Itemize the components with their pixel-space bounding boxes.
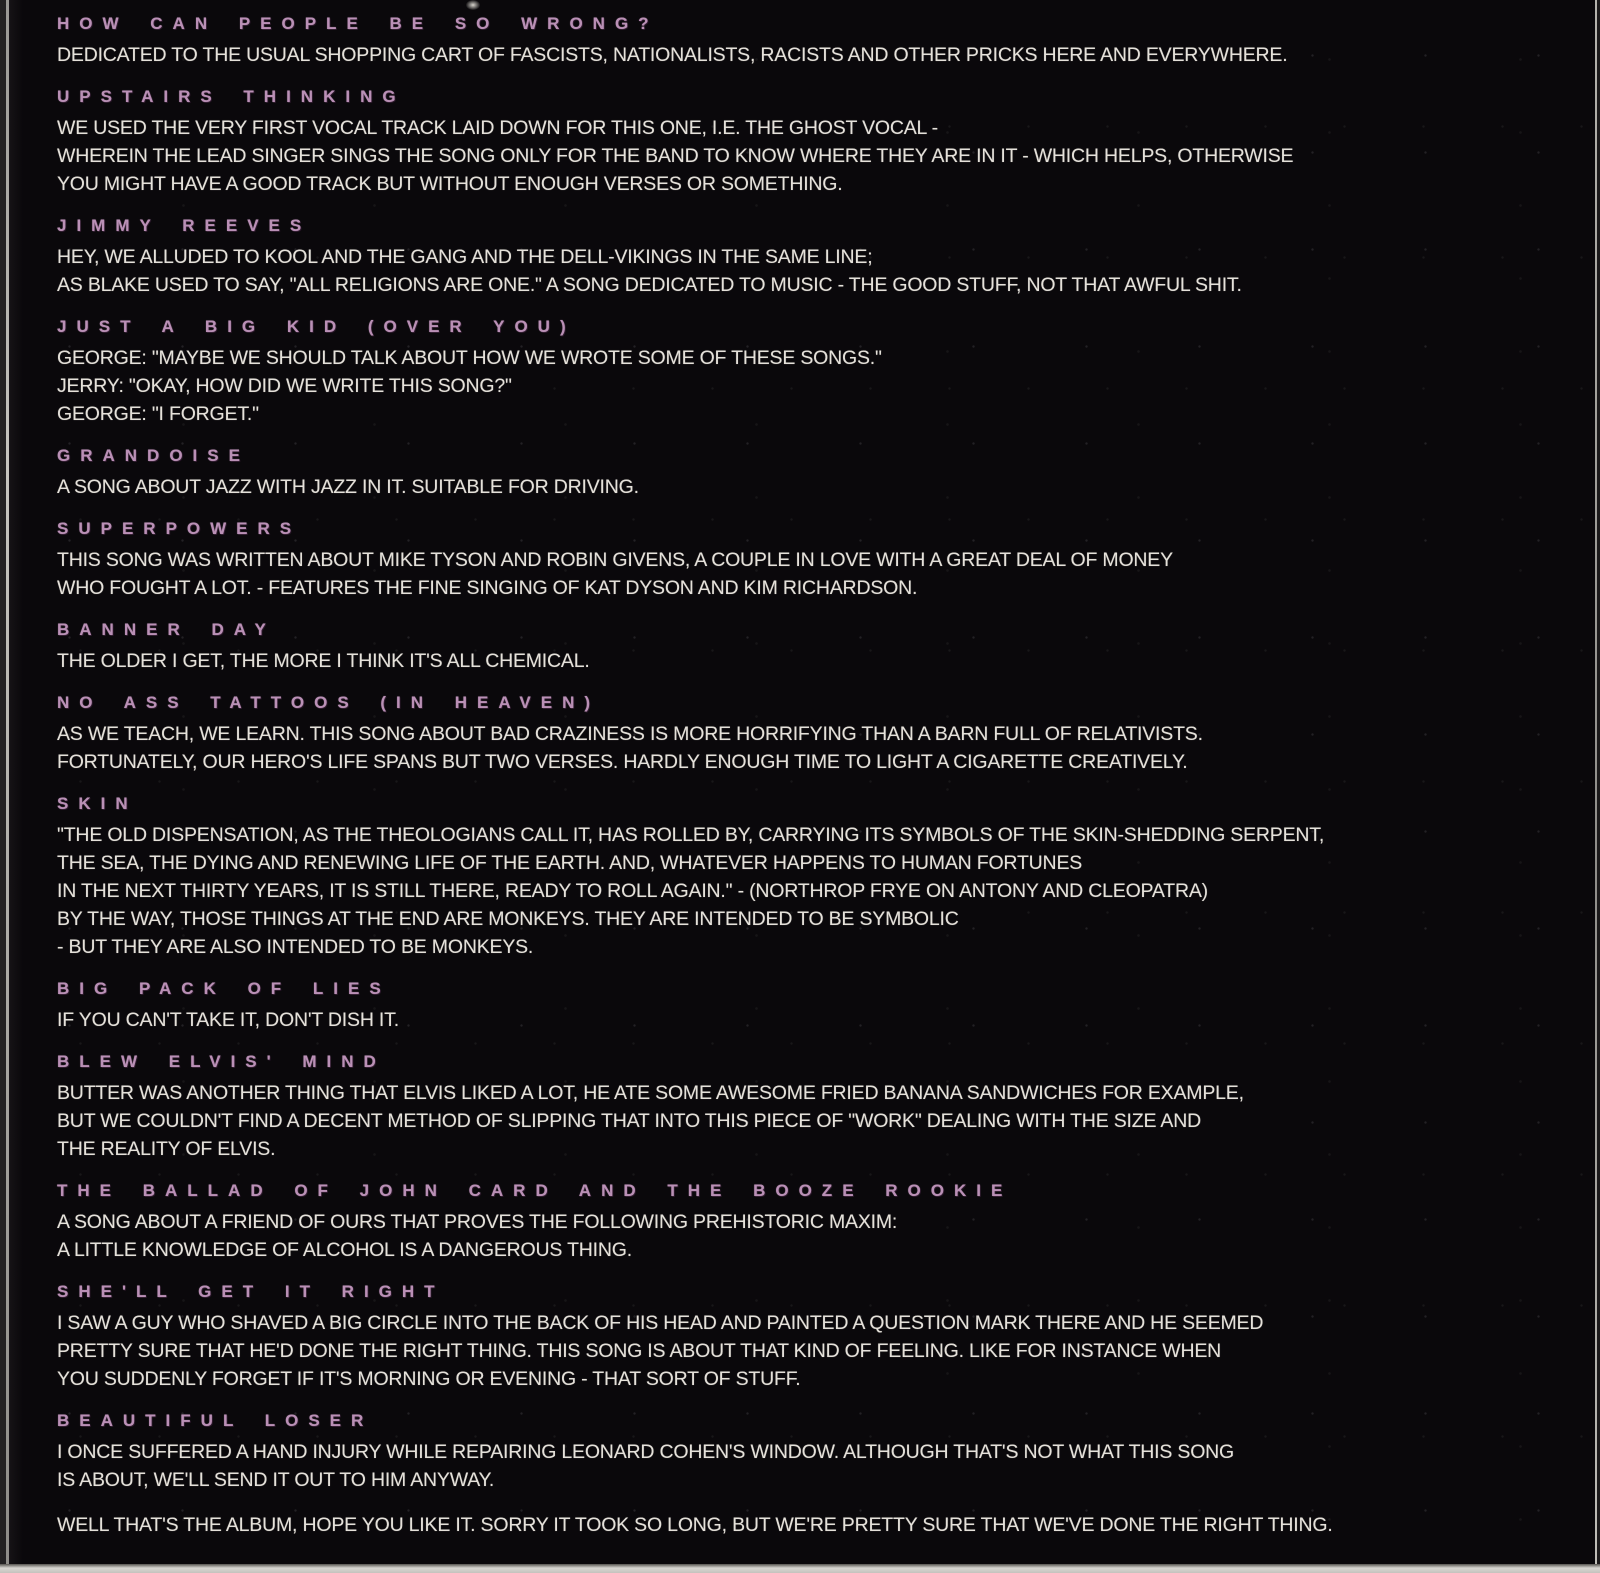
track-title: SHE'LL GET IT RIGHT [57, 1282, 445, 1301]
track-note-line: IS ABOUT, WE'LL SEND IT OUT TO HIM ANYWAY. [57, 1469, 495, 1491]
closing-remark: WELL THAT'S THE ALBUM, HOPE YOU LIKE IT. SORRY IT TOOK SO LONG, BUT WE'RE PRETTY SURE THAT WE'VE DONE THE RIGHT THING. [57, 1514, 1333, 1536]
track-title: JUST A BIG KID (OVER YOU) [57, 317, 576, 336]
track-section [57, 1408, 1580, 1494]
track-note-line: WHEREIN THE LEAD SINGER SINGS THE SONG ONLY FOR THE BAND TO KNOW WHERE THEY ARE IN IT - WHICH HELPS, OTHERWISE [57, 145, 1294, 167]
track-note-line: PRETTY SURE THAT HE'D DONE THE RIGHT THING. THIS SONG IS ABOUT THAT KIND OF FEELING. LIKE FOR INSTANCE WHEN [57, 1340, 1222, 1362]
track-note-line: BY THE WAY, THOSE THINGS AT THE END ARE MONKEYS. THEY ARE INTENDED TO BE SYMBOLIC [57, 908, 959, 930]
track-title: GRANDOISE [57, 446, 250, 465]
track-title: BANNER DAY [57, 620, 276, 639]
track-note-line: YOU SUDDENLY FORGET IF IT'S MORNING OR EVENING - THAT SORT OF STUFF. [57, 1368, 801, 1390]
track-title: BEAUTIFUL LOSER [57, 1411, 374, 1430]
track-note-line: AS WE TEACH, WE LEARN. THIS SONG ABOUT BAD CRAZINESS IS MORE HORRIFYING THAN A BARN FULL OF RELATIVISTS. [57, 723, 1203, 745]
scan-dust-speck [466, 0, 480, 10]
track-note-line: I SAW A GUY WHO SHAVED A BIG CIRCLE INTO THE BACK OF HIS HEAD AND PAINTED A QUESTION MARK THERE AND HE SEEMED [57, 1312, 1264, 1334]
track-note-line: BUT WE COULDN'T FIND A DECENT METHOD OF SLIPPING THAT INTO THIS PIECE OF "WORK" DEALING WITH THE SIZE AND [57, 1110, 1201, 1132]
track-note-line: IF YOU CAN'T TAKE IT, DON'T DISH IT. [57, 1009, 399, 1031]
track-note-line: WHO FOUGHT A LOT. - FEATURES THE FINE SINGING OF KAT DYSON AND KIM RICHARDSON. [57, 577, 918, 599]
track-note-line: GEORGE: "MAYBE WE SHOULD TALK ABOUT HOW WE WROTE SOME OF THESE SONGS." [57, 347, 882, 369]
track-section [57, 976, 1580, 1034]
track-note-line: I ONCE SUFFERED A HAND INJURY WHILE REPAIRING LEONARD COHEN'S WINDOW. ALTHOUGH THAT'S NOT WHAT THIS SONG [57, 1441, 1235, 1463]
track-note-line: THIS SONG WAS WRITTEN ABOUT MIKE TYSON AND ROBIN GIVENS, A COUPLE IN LOVE WITH A GREAT DEAL OF MONEY [57, 549, 1173, 571]
scan-edge-left-shadow [9, 0, 23, 1573]
track-section [57, 617, 1580, 675]
track-section [57, 791, 1580, 961]
track-title: HOW CAN PEOPLE BE SO WRONG? [57, 14, 659, 33]
scan-edge-left-line [6, 0, 9, 1573]
track-section [57, 1049, 1580, 1163]
track-note-line: A LITTLE KNOWLEDGE OF ALCOHOL IS A DANGEROUS THING. [57, 1239, 632, 1261]
track-note-line: IN THE NEXT THIRTY YEARS, IT IS STILL THERE, READY TO ROLL AGAIN." - (NORTHROP FRYE ON ANTONY AND CLEOPATRA) [57, 880, 1208, 902]
track-note-line: - BUT THEY ARE ALSO INTENDED TO BE MONKEYS. [57, 936, 534, 958]
track-title: THE BALLAD OF JOHN CARD AND THE BOOZE ROOKIE [57, 1181, 1013, 1200]
track-section [57, 213, 1580, 299]
track-note-line: FORTUNATELY, OUR HERO'S LIFE SPANS BUT TWO VERSES. HARDLY ENOUGH TIME TO LIGHT A CIGARETTE CREATIVELY. [57, 751, 1188, 773]
track-title: BLEW ELVIS' MIND [57, 1052, 386, 1071]
track-title: UPSTAIRS THINKING [57, 87, 406, 106]
track-section [57, 690, 1580, 776]
track-title: SKIN [57, 794, 138, 813]
track-section [57, 84, 1580, 198]
track-note-line: THE SEA, THE DYING AND RENEWING LIFE OF THE EARTH. AND, WHATEVER HAPPENS TO HUMAN FORTUNES [57, 852, 1083, 874]
track-title: NO ASS TATTOOS (IN HEAVEN) [57, 693, 601, 712]
track-note-line: THE REALITY OF ELVIS. [57, 1138, 276, 1160]
track-note-line: A SONG ABOUT A FRIEND OF OURS THAT PROVES THE FOLLOWING PREHISTORIC MAXIM: [57, 1211, 898, 1233]
track-title: SUPERPOWERS [57, 519, 302, 538]
track-note-line: AS BLAKE USED TO SAY, "ALL RELIGIONS ARE ONE." A SONG DEDICATED TO MUSIC - THE GOOD STUFF, NOT THAT AWFUL SHIT. [57, 274, 1242, 296]
track-note-line: YOU MIGHT HAVE A GOOD TRACK BUT WITHOUT ENOUGH VERSES OR SOMETHING. [57, 173, 843, 195]
track-section [57, 1279, 1580, 1393]
track-note-line: A SONG ABOUT JAZZ WITH JAZZ IN IT. SUITABLE FOR DRIVING. [57, 476, 639, 498]
track-section [57, 1178, 1580, 1264]
track-note-line: JERRY: "OKAY, HOW DID WE WRITE THIS SONG?" [57, 375, 512, 397]
track-title: JIMMY REEVES [57, 216, 312, 235]
track-note-line: BUTTER WAS ANOTHER THING THAT ELVIS LIKED A LOT, HE ATE SOME AWESOME FRIED BANANA SANDWICHES FOR EXAMPLE, [57, 1082, 1244, 1104]
track-section [57, 443, 1580, 501]
scan-edge-bottom-strip [0, 1564, 1600, 1573]
track-section [57, 11, 1580, 69]
track-note-line: DEDICATED TO THE USUAL SHOPPING CART OF FASCISTS, NATIONALISTS, RACISTS AND OTHER PRICKS HERE AND EVERYWHERE. [57, 44, 1288, 66]
track-note-line: HEY, WE ALLUDED TO KOOL AND THE GANG AND THE DELL-VIKINGS IN THE SAME LINE; [57, 246, 873, 268]
track-note-line: THE OLDER I GET, THE MORE I THINK IT'S ALL CHEMICAL. [57, 650, 590, 672]
track-note-line: WE USED THE VERY FIRST VOCAL TRACK LAID DOWN FOR THIS ONE, I.E. THE GHOST VOCAL - [57, 117, 938, 139]
track-section [57, 314, 1580, 428]
track-note-line: "THE OLD DISPENSATION, AS THE THEOLOGIANS CALL IT, HAS ROLLED BY, CARRYING ITS SYMBOLS OF THE SKIN-SHEDDING SERPENT, [57, 824, 1325, 846]
track-note-line: GEORGE: "I FORGET." [57, 403, 259, 425]
track-section [57, 516, 1580, 602]
track-title: BIG PACK OF LIES [57, 979, 391, 998]
